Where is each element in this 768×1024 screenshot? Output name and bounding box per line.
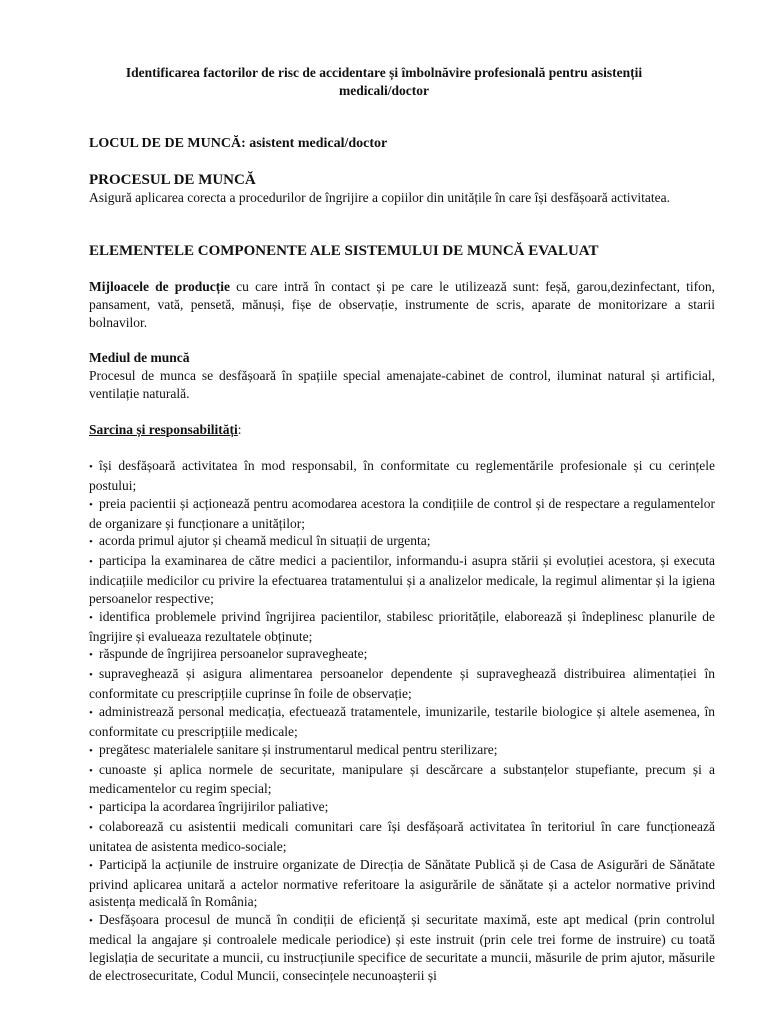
bullet-icon: • — [89, 498, 93, 511]
list-item-text: participa la acordarea îngrijirilor paliative; — [99, 799, 329, 815]
tasks-heading: Sarcina și responsabilități — [89, 422, 238, 437]
components-heading: ELEMENTELE COMPONENTE ALE SISTEMULUI DE MUNCĂ EVALUAT — [89, 243, 599, 259]
bullet-icon: • — [89, 669, 93, 682]
process-section — [89, 171, 715, 207]
list-item-text: Participă la acțiunile de instruire organizate de Direcția de Sănătate Publică și de Casa de Asigurări de Sănătate privind aplicarea unitară a actelor normative referitoare la asigurările de sănătate și a actelor normative privind asistența medicală în România; — [89, 856, 715, 910]
bullet-icon: • — [89, 802, 93, 815]
list-item — [89, 665, 715, 703]
workplace-heading: LOCUL DE DE MUNCĂ: asistent medical/doctor — [89, 136, 388, 151]
bullet-icon: • — [89, 706, 93, 719]
list-item-text: identifica problemele privind îngrijirea pacientilor, stabilesc prioritățile, elaborează și îndeplinesc planurile de îngrijire și evalueaza rezultatele obținute; — [89, 608, 715, 644]
list-item-text: cunoaste și aplica normele de securitate, manipulare și descărcare a substanțelor stupefiante, precum și a medicamentelor cu regim special; — [89, 761, 715, 797]
list-item-text: colaborează cu asistentii medicali comunitari care își desfășoară activitatea în teritoriul în care funcționează unitatea de asistenta medico-sociale; — [89, 819, 715, 854]
tasks-list — [89, 457, 715, 985]
list-item — [89, 798, 715, 818]
list-item — [89, 532, 715, 552]
bullet-icon: • — [89, 461, 93, 473]
list-item-text: pregătesc materialele sanitare și instrumentarul medical pentru sterilizare; — [99, 741, 498, 757]
list-item — [89, 552, 715, 608]
list-item-text: Desfășoara procesul de muncă în condiții de eficiență și securitate maximă, este apt medical (prin controlul medical la angajare și controalele medicale periodice) și este instruit (prin cele trei forme de instruire) cu toată legislația de securitate a muncii, cu instrucțiunile specifice de securitate a muncii, măsurile de prim ajutor, măsurile de electrosecuritate, Codul Muncii, consecințele necunoașterii și — [89, 912, 715, 983]
bullet-icon: • — [89, 649, 93, 662]
list-item — [89, 495, 715, 533]
environment-text: Procesul de munca se desfășoară în spațiile special amenajate-cabinet de control, iluminat natural și artificial, ventilație naturală. — [89, 368, 715, 401]
list-item — [89, 457, 715, 495]
list-item — [89, 645, 715, 665]
bullet-icon: • — [89, 611, 93, 624]
list-item — [89, 608, 715, 646]
list-item-text: supraveghează și asigura alimentarea persoanelor dependente și supraveghează distribuirea alimentației în conformitate cu prescripțiile cuprinse în foile de observație; — [89, 666, 715, 702]
list-item — [89, 761, 715, 799]
list-item-text: administrează personal medicația, efectuează tratamentele, imunizarile, testarile biologice și altele asemenea, în conformitate cu prescripțiile medicale; — [89, 703, 715, 739]
means-label: Mijloacele de producție — [89, 279, 231, 294]
list-item — [89, 703, 715, 741]
tasks-heading-colon: : — [237, 422, 242, 437]
tasks-list-container — [89, 457, 715, 985]
list-item-text: răspunde de îngrijirea persoanelor supravegheate; — [99, 646, 368, 662]
list-item-text: participa la examinarea de către medici a pacientilor, informandu-i asupra stării și evoluției acestora, și executa indicațiile medicilor cu privire la efectuarea tratamentului și a analizelor medicale, la regimul alimentar și la igiena persoanelor respective; — [89, 553, 715, 606]
environment-heading: Mediul de muncă — [89, 350, 190, 365]
bullet-icon: • — [89, 915, 93, 928]
bullet-icon: • — [89, 822, 93, 835]
means-text: cu care intră în contact și pe care le utilizează sunt: feșă, garou,dezinfectant, tifon, pansament, vată, pensetă, mănuși, fișe de observație, instrumente de scris, aparate de monitorizare a starii bolnavilor. — [89, 279, 715, 330]
means-paragraph — [89, 278, 715, 332]
list-item-text: acorda primul ajutor și cheamă medicul în situații de urgenta; — [99, 533, 431, 549]
bullet-icon: • — [89, 744, 93, 757]
bullet-icon: • — [89, 556, 93, 569]
tasks-heading-row — [89, 421, 715, 439]
list-item-text: preia pacientii și acționează pentru acomodarea acestora la condițiile de control și de respectare a regulamentelor de organizare și funcționare a unităților; — [89, 495, 715, 531]
bullet-icon: • — [89, 859, 93, 872]
list-item — [89, 911, 715, 984]
document-title: Identificarea factorilor de risc de accidentare și îmbolnăvire profesională pentru asistenții medicali/doctor — [125, 65, 643, 98]
list-item — [89, 741, 715, 761]
list-item — [89, 818, 715, 856]
bullet-icon: • — [89, 764, 93, 777]
process-heading: PROCESUL DE MUNCĂ — [89, 172, 256, 188]
list-item — [89, 856, 715, 912]
bullet-icon: • — [89, 536, 93, 549]
list-item-text: își desfășoară activitatea în mod responsabil, în conformitate cu reglementările profesionale și cu cerințele postului; — [89, 458, 715, 493]
environment-section — [89, 349, 715, 403]
process-text: Asigură aplicarea corecta a procedurilor de îngrijire a copiilor din unitățile în care își desfășoară activitatea. — [89, 190, 670, 205]
